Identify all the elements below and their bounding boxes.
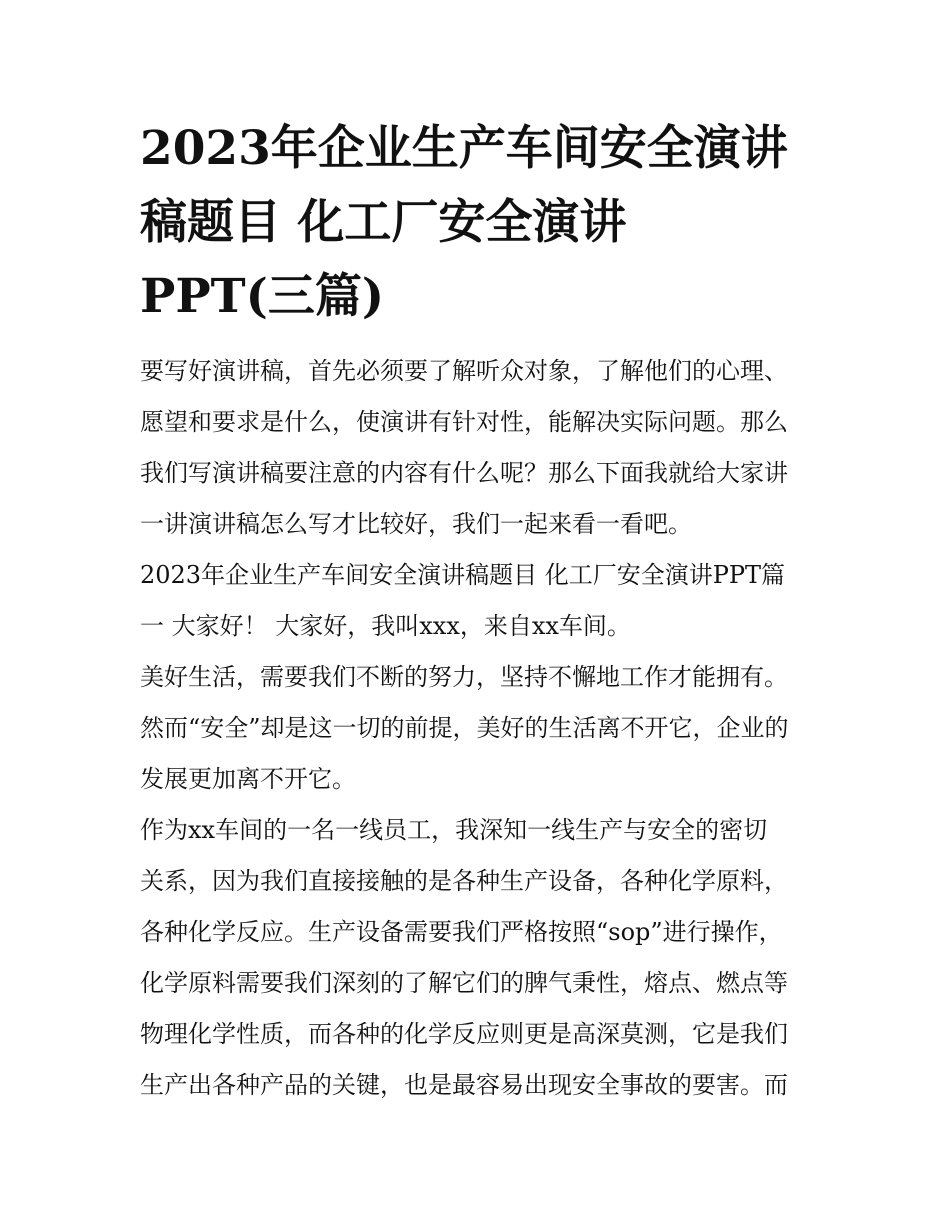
document-title [140,112,820,334]
text-line: 2023年企业生产车间安全演讲稿题目 化工厂安全演讲PPT篇 [140,561,786,589]
text-line: 各种化学反应。生产设备需要我们严格按照“sop”进行操作， [140,918,783,946]
text-line: 关系，因为我们直接接触的是各种生产设备，各种化学原料， [140,867,788,895]
intro-paragraph [140,346,820,550]
text-line: 化学原料需要我们深刻的了解它们的脾气秉性，熔点、燃点等 [140,969,788,997]
title-line: PPT(三篇) [140,269,385,324]
text-line: 物理化学性质，而各种的化学反应则更是高深莫测，它是我们 [140,1020,788,1048]
text-line: 要写好演讲稿，首先必须要了解听众对象，了解他们的心理、 [140,357,788,385]
text-line: 作为xx车间的一名一线员工，我深知一线生产与安全的密切 [140,816,768,844]
title-line: 稿题目 化工厂安全演讲 [140,195,627,250]
text-line: 美好生活，需要我们不断的努力，坚持不懈地工作才能拥有。 [140,663,788,691]
text-line: 发展更加离不开它。 [140,765,356,793]
text-line: 一讲演讲稿怎么写才比较好，我们一起来看一看吧。 [140,510,692,538]
text-line: 愿望和要求是什么，使演讲有针对性，能解决实际问题。那么 [140,408,788,436]
body-paragraph [140,805,820,1111]
text-line: 然而“安全”却是这一切的前提，美好的生活离不开它，企业的 [140,714,789,742]
body-paragraph [140,652,820,805]
title-line: 2023年企业生产车间安全演讲 [140,121,788,176]
text-line: 生产出各种产品的关键，也是最容易出现安全事故的要害。而 [140,1071,788,1099]
text-line: 我们写演讲稿要注意的内容有什么呢？那么下面我就给大家讲 [140,459,788,487]
document-page [140,112,820,1111]
section-heading-paragraph [140,550,820,652]
text-line: 一 大家好！ 大家好，我叫xxx，来自xx车间。 [140,612,631,640]
